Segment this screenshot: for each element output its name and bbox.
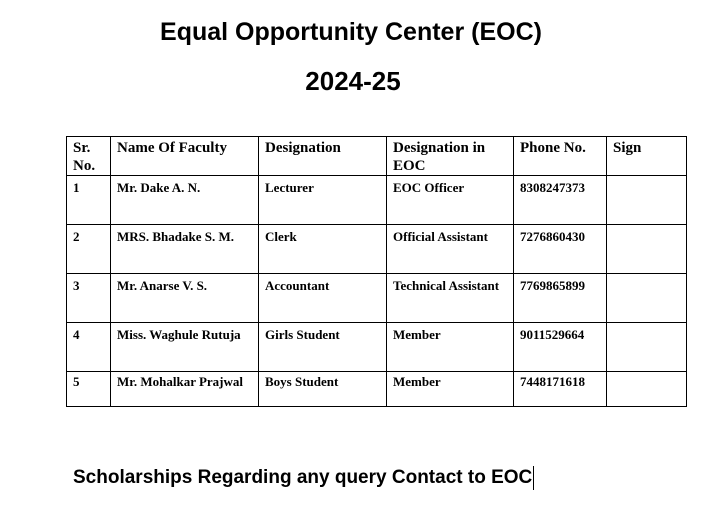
cell-sr: 4: [67, 323, 111, 372]
cell-name: Mr. Anarse V. S.: [111, 274, 259, 323]
cell-sr: 3: [67, 274, 111, 323]
cell-sign: [607, 225, 687, 274]
eoc-members-table: [66, 136, 687, 407]
cell-sign: [607, 274, 687, 323]
cell-name: Mr. Dake A. N.: [111, 176, 259, 225]
header-designation-in-eoc: Designation in EOC: [387, 137, 514, 176]
header-phone-no: Phone No.: [514, 137, 607, 176]
cell-name: Mr. Mohalkar Prajwal: [111, 372, 259, 407]
cell-phone: 7448171618: [514, 372, 607, 407]
cell-sr: 1: [67, 176, 111, 225]
cell-phone: 8308247373: [514, 176, 607, 225]
cell-sign: [607, 176, 687, 225]
cell-designation: Boys Student: [259, 372, 387, 407]
cell-sign: [607, 323, 687, 372]
cell-eoc-designation: Member: [387, 372, 514, 407]
cell-eoc-designation: Official Assistant: [387, 225, 514, 274]
cell-eoc-designation: Technical Assistant: [387, 274, 514, 323]
document-year: 2024-25: [305, 66, 401, 96]
cell-name: MRS. Bhadake S. M.: [111, 225, 259, 274]
header-sr-no: Sr. No.: [67, 137, 111, 176]
cell-phone: 9011529664: [514, 323, 607, 372]
cell-sr: 2: [67, 225, 111, 274]
cell-designation: Accountant: [259, 274, 387, 323]
table-row: [67, 274, 687, 323]
table-header-row: [67, 137, 687, 176]
table-row: [67, 176, 687, 225]
table-row: [67, 372, 687, 407]
text-cursor: [533, 466, 534, 490]
footer-text: Scholarships Regarding any query Contact to EOC: [73, 467, 533, 488]
header-designation: Designation: [259, 137, 387, 176]
cell-eoc-designation: EOC Officer: [387, 176, 514, 225]
cell-phone: 7276860430: [514, 225, 607, 274]
table-row: [67, 225, 687, 274]
cell-designation: Clerk: [259, 225, 387, 274]
cell-sr: 5: [67, 372, 111, 407]
cell-designation: Girls Student: [259, 323, 387, 372]
cell-designation: Lecturer: [259, 176, 387, 225]
table-row: [67, 323, 687, 372]
cell-eoc-designation: Member: [387, 323, 514, 372]
header-name-of-faculty: Name Of Faculty: [111, 137, 259, 176]
cell-phone: 7769865899: [514, 274, 607, 323]
footer-note[interactable]: [73, 466, 534, 490]
cell-sign: [607, 372, 687, 407]
header-sign: Sign: [607, 137, 687, 176]
document-title: Equal Opportunity Center (EOC): [160, 18, 542, 46]
cell-name: Miss. Waghule Rutuja: [111, 323, 259, 372]
